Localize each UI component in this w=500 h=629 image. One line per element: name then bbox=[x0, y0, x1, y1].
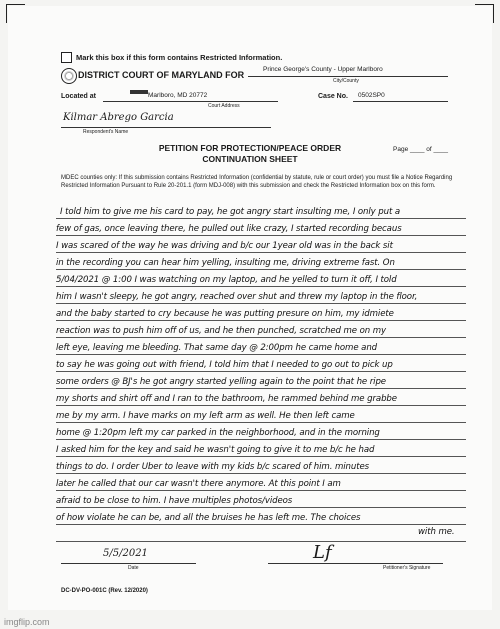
restricted-info-label: Mark this box if this form contains Restricted Information. bbox=[76, 53, 283, 62]
form-title: PETITION FOR PROTECTION/PEACE ORDER bbox=[158, 143, 342, 153]
court-address-value: Marlboro, MD 20772 bbox=[148, 92, 208, 99]
statement-line: later he called that our car wasn't there anymore. At this point I am bbox=[56, 479, 341, 489]
case-no-label: Case No. bbox=[318, 93, 348, 100]
statement-line: reaction was to push him off of us, and he then punched, scratched me on my bbox=[56, 326, 386, 336]
crop-mark-top-left bbox=[6, 4, 25, 23]
statement-line: home @ 1:20pm left my car parked in the neighborhood, and in the morning bbox=[56, 428, 380, 438]
statement-line: to say he was going out with friend, I told him that I needed to go out to pick up bbox=[56, 360, 393, 370]
petitioner-signature: Lf bbox=[313, 542, 332, 563]
statement-line: him I wasn't sleepy, he got angry, reached over shut and threw my laptop in the floor, bbox=[56, 292, 418, 302]
signature-label: Petitioner's Signature bbox=[383, 565, 431, 571]
statement-line: in the recording you can hear him yelling, insulting me, driving extreme fast. On bbox=[56, 258, 395, 268]
form-code: DC-DV-PO-001C (Rev. 12/2020) bbox=[61, 588, 148, 594]
page-label: Page ____ of ____ bbox=[393, 146, 448, 153]
respondent-name-value: Kilmar Abrego Garcia bbox=[63, 112, 174, 123]
statement-line: left eye, leaving me bleeding. That same day @ 2:00pm he came home and bbox=[56, 343, 378, 353]
statement-line: of how violate he can be, and all the bruises he has left me. The choices bbox=[56, 513, 361, 523]
date-value: 5/5/2021 bbox=[103, 548, 148, 559]
statement-line: I asked him for the key and said he wasn't going to give it to me b/c he had bbox=[56, 445, 375, 455]
continuation-sheet bbox=[8, 6, 492, 610]
located-at-label: Located at bbox=[61, 93, 97, 100]
statement-line: my shorts and shirt off and I ran to the bathroom, he rammed behind me grabbe bbox=[56, 394, 397, 404]
statement-line: some orders @ BJ's he got angry started yelling again to the point that he ripe bbox=[56, 377, 386, 387]
statement-line: afraid to be close to him. I have multiples photos/videos bbox=[56, 496, 293, 506]
statement-line: 5/04/2021 @ 1:00 I was watching on my laptop, and he yelled to turn it off, I told bbox=[56, 275, 397, 285]
restricted-info-checkbox[interactable] bbox=[61, 52, 72, 63]
case-no-value: 0502SP0 bbox=[358, 92, 385, 99]
form-subtitle: CONTINUATION SHEET bbox=[202, 154, 298, 164]
statement-line: me by my arm. I have marks on my left arm as well. He then left came bbox=[56, 411, 355, 421]
redaction-mark bbox=[130, 90, 148, 94]
statement-line: I told him to give me his card to pay, he got angry start insulting me, I only put a bbox=[60, 207, 401, 217]
date-label: Date bbox=[128, 565, 139, 571]
statement-line: few of gas, once leaving there, he pulled out like crazy, I started recording becaus bbox=[56, 224, 402, 234]
city-county-label: City/County bbox=[333, 78, 359, 84]
statement-line: things to do. I order Uber to leave with my kids b/c scared of him. minutes bbox=[56, 462, 370, 472]
statement-line: and the baby started to cry because he was putting presure on him, my idmiete bbox=[56, 309, 394, 319]
respondent-name-label: Respondent's Name bbox=[83, 129, 129, 135]
statement-line: I was scared of the way he was driving and b/c our 1year old was in the back sit bbox=[56, 241, 393, 251]
watermark: imgflip.com bbox=[4, 617, 50, 627]
court-name: DISTRICT COURT OF MARYLAND FOR bbox=[78, 70, 245, 80]
court-seal-icon bbox=[61, 68, 77, 84]
statement-line: with me. bbox=[418, 527, 455, 537]
mdec-notice: MDEC counties only: If this submission contains Restricted Information (confidential by statute, rule or court order) you must file a Notice Regarding Restricted Information Pursuant to Rule 20-201.1 (form MDJ-008) with this submission and check the Restricted Information box on this form. bbox=[61, 175, 453, 189]
crop-mark-top-right bbox=[475, 4, 494, 23]
court-location-value: Prince George's County - Upper Marlboro bbox=[263, 66, 383, 73]
court-address-label: Court Address bbox=[208, 103, 240, 109]
